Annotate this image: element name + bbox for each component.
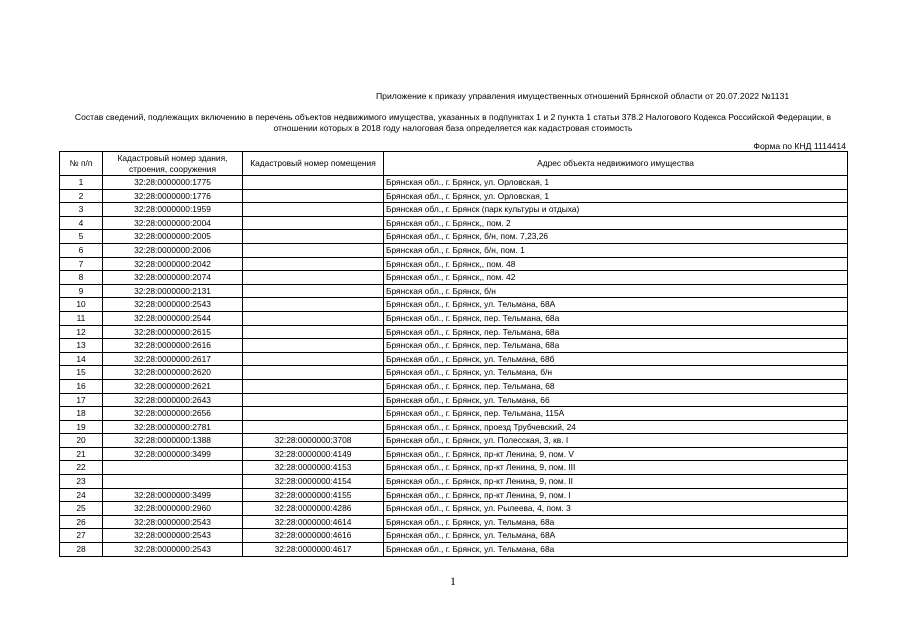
table-row xyxy=(60,311,848,325)
cell-room-cadastral xyxy=(243,325,384,339)
cell-address: Брянская обл., г. Брянск, ул. Тельмана, 66 xyxy=(384,393,848,407)
cell-room-cadastral xyxy=(243,298,384,312)
cell-building-cadastral: 32:28:0000000:3499 xyxy=(103,447,243,461)
cell-building-cadastral: 32:28:0000000:2004 xyxy=(103,216,243,230)
cell-room-cadastral: 32:28:0000000:4149 xyxy=(243,447,384,461)
cell-address: Брянская обл., г. Брянск, пер. Тельмана, 68а xyxy=(384,339,848,353)
table-row xyxy=(60,502,848,516)
column-header-room-cadastral: Кадастровый номер помещения xyxy=(243,152,384,176)
cell-room-cadastral xyxy=(243,271,384,285)
cell-building-cadastral: 32:28:0000000:1775 xyxy=(103,176,243,190)
column-header-number: № п/п xyxy=(60,152,103,176)
cell-number: 11 xyxy=(60,311,103,325)
table-row xyxy=(60,543,848,557)
cell-room-cadastral xyxy=(243,189,384,203)
cell-number: 15 xyxy=(60,366,103,380)
table-row xyxy=(60,515,848,529)
cell-number: 10 xyxy=(60,298,103,312)
appendix-note: Приложение к приказу управления имущественных отношений Брянской области от 20.07.2022 №1131 xyxy=(376,91,790,101)
cell-building-cadastral: 32:28:0000000:1776 xyxy=(103,189,243,203)
cell-building-cadastral: 32:28:0000000:2074 xyxy=(103,271,243,285)
cell-building-cadastral: 32:28:0000000:1388 xyxy=(103,434,243,448)
cell-building-cadastral: 32:28:0000000:2656 xyxy=(103,407,243,421)
cell-room-cadastral: 32:28:0000000:4153 xyxy=(243,461,384,475)
form-code: Форма по КНД 1114414 xyxy=(753,141,846,151)
cell-room-cadastral xyxy=(243,203,384,217)
cell-building-cadastral: 32:28:0000000:2643 xyxy=(103,393,243,407)
cell-address: Брянская обл., г. Брянск, б/н xyxy=(384,284,848,298)
cell-number: 9 xyxy=(60,284,103,298)
table-row xyxy=(60,230,848,244)
cell-address: Брянская обл., г. Брянск, пр-кт Ленина, 9, пом. III xyxy=(384,461,848,475)
cell-address: Брянская обл., г. Брянск, б/н, пом. 1 xyxy=(384,243,848,257)
cell-room-cadastral xyxy=(243,379,384,393)
cell-room-cadastral xyxy=(243,216,384,230)
cell-room-cadastral: 32:28:0000000:4155 xyxy=(243,488,384,502)
cell-building-cadastral: 32:28:0000000:1959 xyxy=(103,203,243,217)
table-row xyxy=(60,176,848,190)
cell-building-cadastral: 32:28:0000000:2006 xyxy=(103,243,243,257)
cell-number: 2 xyxy=(60,189,103,203)
cell-number: 7 xyxy=(60,257,103,271)
table-row xyxy=(60,420,848,434)
cell-building-cadastral: 32:28:0000000:2616 xyxy=(103,339,243,353)
cell-number: 24 xyxy=(60,488,103,502)
cell-number: 21 xyxy=(60,447,103,461)
cell-room-cadastral xyxy=(243,393,384,407)
cell-number: 27 xyxy=(60,529,103,543)
cell-address: Брянская обл., г. Брянск, б/н, пом. 7,23,26 xyxy=(384,230,848,244)
cell-building-cadastral: 32:28:0000000:2617 xyxy=(103,352,243,366)
cell-room-cadastral: 32:28:0000000:4286 xyxy=(243,502,384,516)
cell-room-cadastral xyxy=(243,339,384,353)
cell-address: Брянская обл., г. Брянск, ул. Тельмана, б/н xyxy=(384,366,848,380)
cell-number: 4 xyxy=(60,216,103,230)
cell-number: 13 xyxy=(60,339,103,353)
cell-number: 12 xyxy=(60,325,103,339)
cell-building-cadastral: 32:28:0000000:2781 xyxy=(103,420,243,434)
cell-building-cadastral: 32:28:0000000:2620 xyxy=(103,366,243,380)
cell-number: 25 xyxy=(60,502,103,516)
table-row xyxy=(60,407,848,421)
cell-building-cadastral: 32:28:0000000:2543 xyxy=(103,543,243,557)
cell-address: Брянская обл., г. Брянск, ул. Тельмана, 68а xyxy=(384,543,848,557)
table-row xyxy=(60,271,848,285)
cell-number: 1 xyxy=(60,176,103,190)
table-header-row xyxy=(60,152,848,176)
cell-address: Брянская обл., г. Брянск, ул. Орловская, 1 xyxy=(384,176,848,190)
cell-number: 16 xyxy=(60,379,103,393)
cell-number: 18 xyxy=(60,407,103,421)
cell-building-cadastral xyxy=(103,475,243,489)
cell-number: 19 xyxy=(60,420,103,434)
table-body xyxy=(60,176,848,557)
cell-address: Брянская обл., г. Брянск, ул. Тельмана, 68б xyxy=(384,352,848,366)
cell-room-cadastral xyxy=(243,352,384,366)
cell-building-cadastral xyxy=(103,461,243,475)
cell-room-cadastral: 32:28:0000000:4154 xyxy=(243,475,384,489)
cell-building-cadastral: 32:28:0000000:2615 xyxy=(103,325,243,339)
cell-building-cadastral: 32:28:0000000:2131 xyxy=(103,284,243,298)
table-row xyxy=(60,475,848,489)
cell-number: 23 xyxy=(60,475,103,489)
cell-room-cadastral xyxy=(243,366,384,380)
table-row xyxy=(60,447,848,461)
cell-room-cadastral xyxy=(243,407,384,421)
table-row xyxy=(60,488,848,502)
cell-number: 14 xyxy=(60,352,103,366)
cell-room-cadastral xyxy=(243,176,384,190)
table-row xyxy=(60,393,848,407)
cell-number: 20 xyxy=(60,434,103,448)
cell-room-cadastral xyxy=(243,284,384,298)
table-row xyxy=(60,298,848,312)
document-title: Состав сведений, подлежащих включению в перечень объектов недвижимого имущества, указанных в подпунктах 1 и 2 пункта 1 статьи 378.2 Налогового Кодекса Российской Федерации, в отношении которых в 2018 году налоговая база определяется как кадастровая стоимость xyxy=(74,112,832,133)
cell-number: 22 xyxy=(60,461,103,475)
table-row xyxy=(60,216,848,230)
cell-number: 28 xyxy=(60,543,103,557)
cell-number: 3 xyxy=(60,203,103,217)
table-row xyxy=(60,325,848,339)
cell-address: Брянская обл., г. Брянск, ул. Полесская, 3, кв. I xyxy=(384,434,848,448)
table-row xyxy=(60,203,848,217)
cell-address: Брянская обл., г. Брянск, пер. Тельмана, 68 xyxy=(384,379,848,393)
cell-address: Брянская обл., г. Брянск, ул. Тельмана, 68а xyxy=(384,515,848,529)
cell-address: Брянская обл., г. Брянск,, пом. 48 xyxy=(384,257,848,271)
cell-building-cadastral: 32:28:0000000:2544 xyxy=(103,311,243,325)
cell-room-cadastral: 32:28:0000000:4614 xyxy=(243,515,384,529)
cell-building-cadastral: 32:28:0000000:2621 xyxy=(103,379,243,393)
property-registry-table xyxy=(59,151,848,557)
cell-building-cadastral: 32:28:0000000:2042 xyxy=(103,257,243,271)
cell-address: Брянская обл., г. Брянск, ул. Рылеева, 4, пом. 3 xyxy=(384,502,848,516)
cell-room-cadastral xyxy=(243,230,384,244)
cell-room-cadastral xyxy=(243,311,384,325)
column-header-address: Адрес объекта недвижимого имущества xyxy=(384,152,848,176)
table-row xyxy=(60,461,848,475)
cell-room-cadastral xyxy=(243,257,384,271)
cell-building-cadastral: 32:28:0000000:2543 xyxy=(103,529,243,543)
cell-building-cadastral: 32:28:0000000:3499 xyxy=(103,488,243,502)
cell-address: Брянская обл., г. Брянск, пр-кт Ленина, 9, пом. V xyxy=(384,447,848,461)
table-row xyxy=(60,352,848,366)
cell-building-cadastral: 32:28:0000000:2960 xyxy=(103,502,243,516)
column-header-building-cadastral: Кадастровый номер здания, строения, сооружения xyxy=(103,152,243,176)
table-row xyxy=(60,379,848,393)
table-row xyxy=(60,243,848,257)
cell-address: Брянская обл., г. Брянск, ул. Тельмана, 68А xyxy=(384,529,848,543)
cell-building-cadastral: 32:28:0000000:2543 xyxy=(103,298,243,312)
cell-number: 5 xyxy=(60,230,103,244)
cell-room-cadastral xyxy=(243,243,384,257)
cell-building-cadastral: 32:28:0000000:2005 xyxy=(103,230,243,244)
cell-address: Брянская обл., г. Брянск, ул. Орловская, 1 xyxy=(384,189,848,203)
cell-address: Брянская обл., г. Брянск, пер. Тельмана, 115А xyxy=(384,407,848,421)
cell-room-cadastral: 32:28:0000000:4616 xyxy=(243,529,384,543)
page-number: 1 xyxy=(450,574,456,588)
cell-address: Брянская обл., г. Брянск, пр-кт Ленина, 9, пом. I xyxy=(384,488,848,502)
cell-address: Брянская обл., г. Брянск, проезд Трубчевский, 24 xyxy=(384,420,848,434)
table-row xyxy=(60,529,848,543)
cell-address: Брянская обл., г. Брянск (парк культуры и отдыха) xyxy=(384,203,848,217)
table-row xyxy=(60,257,848,271)
table-row xyxy=(60,189,848,203)
cell-room-cadastral: 32:28:0000000:3708 xyxy=(243,434,384,448)
cell-number: 8 xyxy=(60,271,103,285)
cell-building-cadastral: 32:28:0000000:2543 xyxy=(103,515,243,529)
table-row xyxy=(60,284,848,298)
cell-number: 6 xyxy=(60,243,103,257)
cell-address: Брянская обл., г. Брянск, ул. Тельмана, 68А xyxy=(384,298,848,312)
cell-address: Брянская обл., г. Брянск, пер. Тельмана, 68а xyxy=(384,325,848,339)
cell-number: 26 xyxy=(60,515,103,529)
cell-number: 17 xyxy=(60,393,103,407)
table-row xyxy=(60,366,848,380)
cell-address: Брянская обл., г. Брянск, пр-кт Ленина, 9, пом. II xyxy=(384,475,848,489)
cell-address: Брянская обл., г. Брянск,, пом. 2 xyxy=(384,216,848,230)
table-row xyxy=(60,339,848,353)
cell-room-cadastral xyxy=(243,420,384,434)
cell-address: Брянская обл., г. Брянск,, пом. 42 xyxy=(384,271,848,285)
table-row xyxy=(60,434,848,448)
cell-address: Брянская обл., г. Брянск, пер. Тельмана, 68а xyxy=(384,311,848,325)
cell-room-cadastral: 32:28:0000000:4617 xyxy=(243,543,384,557)
